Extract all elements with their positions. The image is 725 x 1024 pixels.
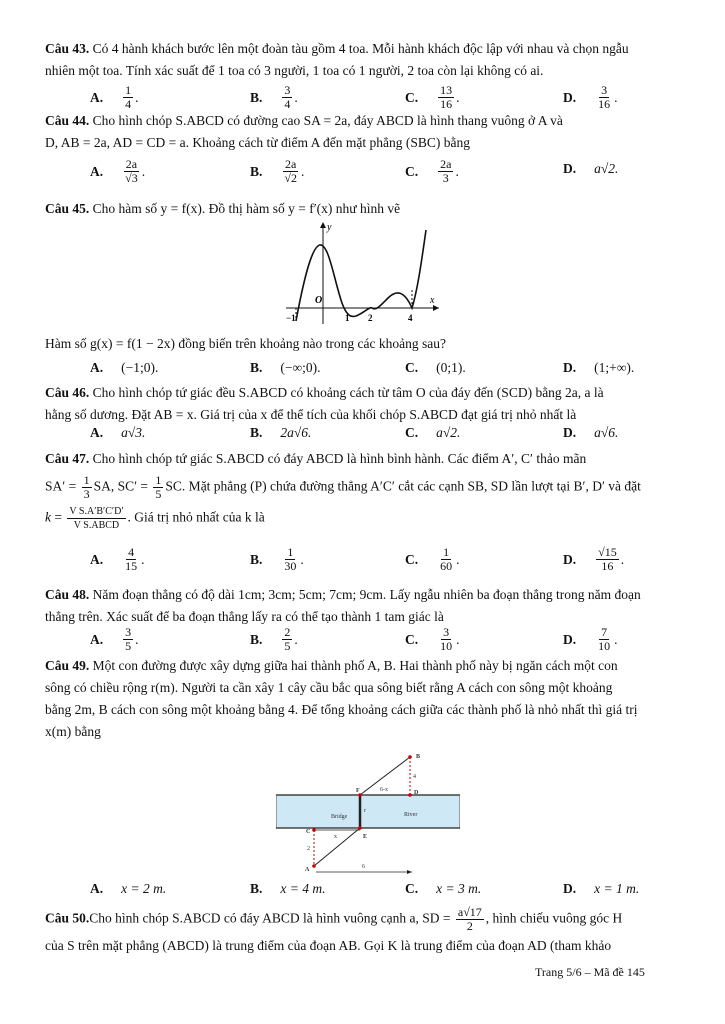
option-b[interactable]: B. $\frac{2a}{√2}$ . bbox=[250, 157, 305, 185]
question-number: Câu 43. bbox=[45, 41, 90, 56]
tick-label: 4 bbox=[408, 313, 413, 323]
option-b[interactable]: B. $\frac{2}{5}$ . bbox=[250, 625, 298, 653]
option-b[interactable]: B. $\frac{3}{4}$ . bbox=[250, 83, 298, 111]
origin-label: O bbox=[315, 295, 323, 306]
option-d[interactable]: D. a√2. bbox=[563, 161, 619, 176]
question-44: Câu 44. Cho hình chóp S.ABCD có đường cao SA = 2a, đáy ABCD là hình thang vuông ở A và D, AB = 2a, AD = CD = a. Khoảng cách từ điểm A đến mặt phẳng (SBC) bằng A. $\frac{2a}{√3}$ . B. $\frac{2a}{√2}$ . C. $\frac{2a}{3}$ . D. a√2. bbox=[45, 110, 690, 154]
option-c[interactable]: C. (0;1). bbox=[405, 360, 466, 375]
river-band bbox=[276, 795, 460, 828]
option-d[interactable]: D. $\frac{√15}{16}$ . bbox=[563, 545, 625, 573]
svg-text:A: A bbox=[305, 867, 310, 873]
tick-label: −1 bbox=[286, 313, 296, 323]
option-b[interactable]: B. x = 4 m. bbox=[250, 881, 326, 896]
option-c[interactable]: C. $\frac{2a}{3}$ . bbox=[405, 157, 459, 185]
question-50: Câu 50.Cho hình chóp S.ABCD có đáy ABCD là hình vuông cạnh a, SD = $\frac{a√17}{2}$ , hình chiếu vuông góc H của S trên mặt phẳng (ABCD) là trung điểm của đoạn AB. Gọi K là trung điểm của đoạn AD (tham khảo bbox=[45, 905, 623, 953]
svg-text:B: B bbox=[416, 754, 421, 760]
option-c[interactable]: C. $\frac{1}{60}$ . bbox=[405, 545, 460, 573]
svg-text:F: F bbox=[356, 788, 360, 794]
question-45: Câu 45. Cho hàm số y = f(x). Đồ thị hàm số y = f′(x) như hình vẽ bbox=[45, 201, 401, 216]
option-d[interactable]: D. x = 1 m. bbox=[563, 881, 640, 896]
svg-text:Bridge: Bridge bbox=[331, 814, 348, 820]
arrow-icon bbox=[407, 870, 412, 874]
derivative-graph bbox=[284, 218, 444, 330]
option-d[interactable]: D. (1;+∞). bbox=[563, 360, 635, 375]
question-49: Câu 49. Một con đường được xây dựng giữa hai thành phố A, B. Hai thành phố này bị ngăn cách một con sông có chiều rộng r(m). Người ta cần xây 1 cây cầu bắc qua sông biết rằng A cách con sông một khoảng bằng 2m, B cách con sông một khoảng bằng 4. Để tổng khoảng cách giữa các thành phố là nhỏ nhất thì giá trị x(m) bằng bbox=[45, 658, 638, 739]
question-48: Câu 48. Năm đoạn thẳng có độ dài 1cm; 3cm; 5cm; 7cm; 9cm. Lấy ngẫu nhiên ba đoạn thẳng trong năm đoạn thẳng trên. Xác suất để ba đoạn thẳng lấy ra có thể tạo thành 1 tam giác là A. $\frac{3}{5}$ . B. $\frac{2}{5}$ . C. $\frac{3}{10}$ . D. $\frac{7}{10}$ . bbox=[45, 584, 690, 628]
option-a[interactable]: A. (−1;0). bbox=[90, 360, 159, 375]
options-49 bbox=[45, 878, 690, 908]
svg-text:r: r bbox=[364, 808, 366, 814]
option-a[interactable]: A. $\frac{2a}{√3}$ . bbox=[90, 157, 146, 185]
tick-label: 2 bbox=[368, 313, 373, 323]
question-43 bbox=[45, 38, 690, 111]
svg-text:2: 2 bbox=[307, 846, 310, 852]
option-c[interactable]: C. a√2. bbox=[405, 425, 461, 440]
question-text: nhiên một toa. Tính xác suất để 1 toa có 3 người, 1 toa có 1 người, 2 toa còn lại không có ai. bbox=[45, 63, 544, 78]
options-48 bbox=[45, 626, 690, 656]
question-45-body: Hàm số g(x) = f(1 − 2x) đồng biến trên khoảng nào trong các khoảng sau? A. (−1;0). B. (−∞;0). C. (0;1). D. (1;+∞). bbox=[45, 333, 690, 355]
tick-label: 1 bbox=[345, 313, 350, 323]
svg-text:6-x: 6-x bbox=[380, 787, 388, 793]
question-text: Có 4 hành khách bước lên một đoàn tàu gồm 4 toa. Mỗi hành khách độc lập với nhau và chọn ngẫu bbox=[92, 41, 629, 56]
y-axis-arrow-icon bbox=[320, 222, 326, 228]
road-a-e bbox=[314, 828, 360, 866]
svg-text:E: E bbox=[363, 834, 368, 840]
option-a[interactable]: A. $\frac{1}{4}$ . bbox=[90, 83, 139, 111]
svg-text:4: 4 bbox=[413, 774, 416, 780]
bridge-diagram bbox=[276, 750, 460, 875]
option-a[interactable]: A. x = 2 m. bbox=[90, 881, 167, 896]
options-44 bbox=[45, 158, 690, 188]
options-47 bbox=[45, 546, 690, 576]
option-c[interactable]: C. x = 3 m. bbox=[405, 881, 482, 896]
option-a[interactable]: A. a√3. bbox=[90, 425, 146, 440]
question-46: Câu 46. Cho hình chóp tứ giác đều S.ABCD có khoảng cách từ tâm O của đáy đến (SCD) bằng 2a, a là hằng số dương. Đặt AB = x. Giá trị của x để thể tích của khối chóp S.ABCD đạt giá trị nhỏ nhất là A. a√3. B. 2a√6. C. a√2. D. a√6. bbox=[45, 382, 690, 426]
option-b[interactable]: B. 2a√6. bbox=[250, 425, 312, 440]
option-b[interactable]: B. $\frac{1}{30}$ . bbox=[250, 545, 304, 573]
svg-text:x: x bbox=[334, 834, 337, 840]
svg-text:6: 6 bbox=[362, 864, 365, 870]
option-a[interactable]: A. $\frac{4}{15}$ . bbox=[90, 545, 145, 573]
x-axis-label: x bbox=[430, 295, 435, 306]
option-b[interactable]: B. (−∞;0). bbox=[250, 360, 321, 375]
option-c[interactable]: C. $\frac{3}{10}$ . bbox=[405, 625, 460, 653]
y-axis-label: y bbox=[327, 222, 332, 233]
derivative-curve bbox=[296, 230, 426, 321]
option-d[interactable]: D. $\frac{7}{10}$ . bbox=[563, 625, 618, 653]
option-d[interactable]: D. a√6. bbox=[563, 425, 619, 440]
option-d[interactable]: D. $\frac{3}{16}$ . bbox=[563, 83, 618, 111]
page-footer: Trang 5/6 – Mã đề 145 bbox=[535, 965, 645, 979]
question-47: Câu 47. Cho hình chóp tứ giác S.ABCD có đáy ABCD là hình bình hành. Các điểm A′, C′ thảo mãn SA′ = $\frac{1}{3}$ SA, SC′ = $\frac{1}{5}$ SC. Mặt phẳng (P) chứa đường thẳng A′C′ cắt các cạnh SB, SD lần lượt tại B′, D′ và đặt k = $\frac{\text{V S.A′B′C′D′}}{\text{V S.ABCD}}$ . Giá trị nhỏ nhất của k là A. $\frac{4}{15}$ . B. $\frac{1}{30}$ . C. $\frac{1}{60}$ . D. $\frac{√15}{16}$ . bbox=[45, 448, 690, 532]
svg-text:C: C bbox=[306, 829, 311, 835]
svg-text:D: D bbox=[414, 790, 419, 796]
svg-text:River: River bbox=[404, 812, 418, 818]
option-c[interactable]: C. $\frac{13}{16}$ . bbox=[405, 83, 460, 111]
option-a[interactable]: A. $\frac{3}{5}$ . bbox=[90, 625, 139, 653]
